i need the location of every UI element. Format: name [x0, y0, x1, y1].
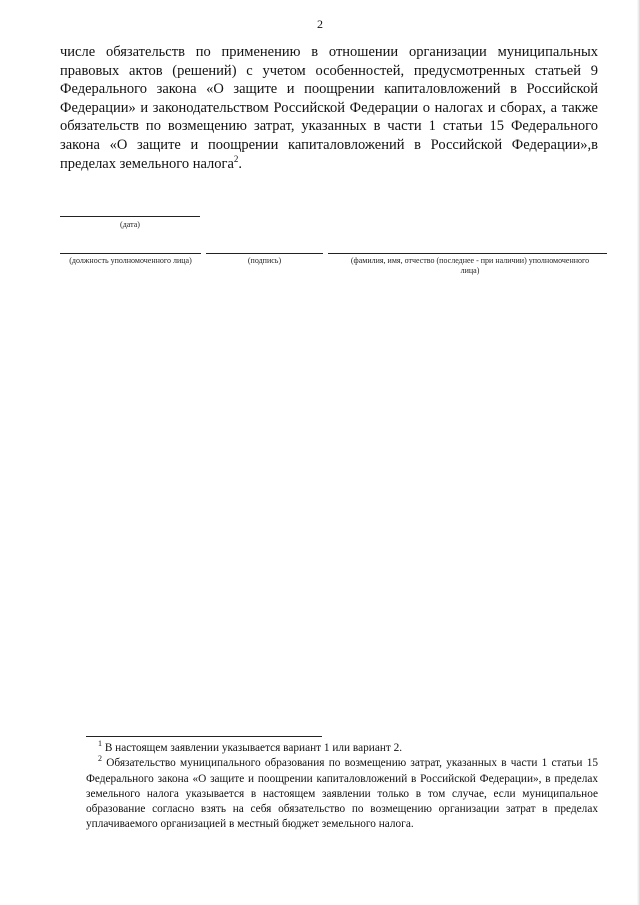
name-line — [328, 253, 607, 254]
footnote-separator — [86, 736, 322, 737]
footnote-1 — [86, 741, 598, 756]
name-label: (фамилия, имя, отчество (последнее - при наличии) уполномоченного лица) — [350, 256, 590, 275]
body-paragraph — [60, 43, 598, 173]
signature-label: (подпись) — [247, 256, 282, 265]
footnotes — [86, 741, 598, 833]
footnote-1-mark: 1 — [98, 739, 102, 749]
footnote-reference: 2 — [233, 153, 239, 164]
footnote-1-text: В настоящем заявлении указывается вариант 1 или вариант 2. — [102, 742, 403, 754]
body-text-end: . — [238, 155, 243, 172]
position-line — [60, 253, 201, 254]
footnote-2 — [86, 756, 598, 832]
page-number: 2 — [317, 17, 323, 31]
footnote-2-text: Обязательство муниципального образования по возмещению затрат, указанных в части 1 статьи 15 Федерального закона «О защите и поощрении капиталовложений в Российской Федерации», в пределах земельного налога указывается в настоящем заявлении только в том случае, если муниципальное образование согласно взять на себя обязательство по возмещению организации затрат в пределах уплачиваемого организацией в местный бюджет земельного налога. — [86, 757, 598, 831]
signature-line — [206, 253, 323, 254]
body-text: числе обязательств по применению в отношении организации муниципальных правовых актов (решений) с учетом особенностей, предусмотренных статьей 9 Федерального закона «О защите и поощрении капиталовложений в Российской Федерации» и законодательством Российской Федерации о налогах и сборах, а также обязательств по возмещению затрат, указанных в части 1 статьи 15 Федерального закона «О защите и поощрении капиталовложений в Российской Федерации»,в пределах земельного налога — [60, 44, 598, 172]
date-line — [60, 216, 200, 217]
position-label: (должность уполномоченного лица) — [69, 256, 192, 265]
date-label: (дата) — [120, 220, 140, 229]
footnote-2-mark: 2 — [98, 754, 102, 764]
